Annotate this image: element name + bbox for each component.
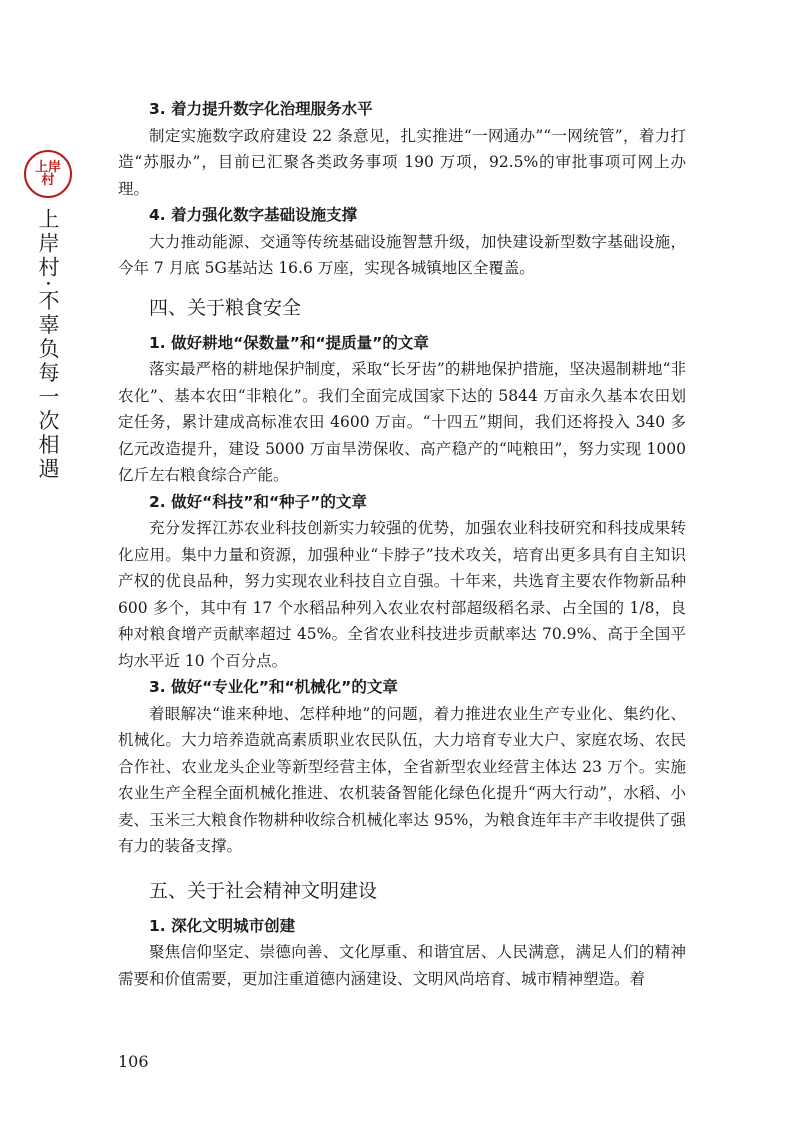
seal-text: 上岸村: [35, 160, 62, 188]
section-heading: 1. 深化文明城市创建: [149, 916, 296, 935]
section-heading: 3. 着力提升数字化治理服务水平: [149, 100, 373, 118]
section-heading: 3. 做好“专业化”和“机械化”的文章: [149, 678, 398, 696]
page-number: 106: [118, 1052, 149, 1071]
paragraph: 充分发挥江苏农业科技创新实力较强的优势，加强农业科技研究和科技成果转化应用。集中力量和资源，加强种业“卡脖子”技术攻关，培育出更多具有自主知识产权的优良品种，努力实现农业科技自立自强。十年来，共选育主要农作物新品种 600 多个，其中有 17 个水稻品种列入农业农村部超级稻名录、占全国的 1/8，良种对粮食增产贡献率超过 45%。全省农业科技进步贡献率达 70.9%、高于全国平均水平近 10 个百分点。: [118, 519, 686, 670]
section-heading: 2. 做好“科技”和“种子”的文章: [149, 492, 367, 511]
seal-logo: [24, 150, 72, 198]
paragraph: 聚焦信仰坚定、崇德向善、文化厚重、和谐宜居、人民满意，满足人们的精神需要和价值需要，更加注重道德内涵建设、文明风尚培育、城市精神塑造。着: [118, 943, 686, 988]
side-brand: [22, 150, 74, 482]
vertical-book-title: 上岸村·不辜负每一次相遇: [36, 208, 60, 482]
paragraph: 制定实施数字政府建设 22 条意见，扎实推进“一网通办”“一网统管”，着力打造“苏服办”，目前已汇聚各类政务事项 190 万项，92.5%的审批事项可网上办理。: [118, 126, 686, 198]
section-heading: 4. 着力强化数字基础设施支撑: [149, 206, 358, 224]
paragraph: 落实最严格的耕地保护制度，采取“长牙齿”的耕地保护措施，坚决遏制耕地“非农化”、基本农田“非粮化”。我们全面完成国家下达的 5844 万亩永久基本农田划定任务，累计建成高标准农田 4600 万亩。“十四五”期间，我们还将投入 340 多亿元改造提升，建设 5000 万亩旱涝保收、高产稳产的“吨粮田”，努力实现 1000 亿斤左右粮食综合产能。: [118, 360, 686, 484]
paragraph: 着眼解决“谁来种地、怎样种地”的问题，着力推进农业生产专业化、集约化、机械化。大力培养造就高素质职业农民队伍，大力培育专业大户、家庭农场、农民合作社、农业龙头企业等新型经营主体，全省新型农业经营主体达 23 万个。实施农业生产全程全面机械化推进、农机装备智能化绿色化提升“两大行动”，水稻、小麦、玉米三大粮食作物耕种收综合机械化率达 95%，为粮食连年丰产丰收提供了强有力的装备支撑。: [118, 704, 686, 855]
paragraph: 大力推动能源、交通等传统基础设施智慧升级，加快建设新型数字基础设施，今年 7 月底 5G基站达 16.6 万座，实现各城镇地区全覆盖。: [118, 232, 686, 277]
chapter-title: 四、关于粮食安全: [149, 296, 302, 319]
section-heading: 1. 做好耕地“保数量”和“提质量”的文章: [149, 333, 429, 352]
chapter-title: 五、关于社会精神文明建设: [149, 879, 378, 902]
page-content: [118, 96, 686, 992]
